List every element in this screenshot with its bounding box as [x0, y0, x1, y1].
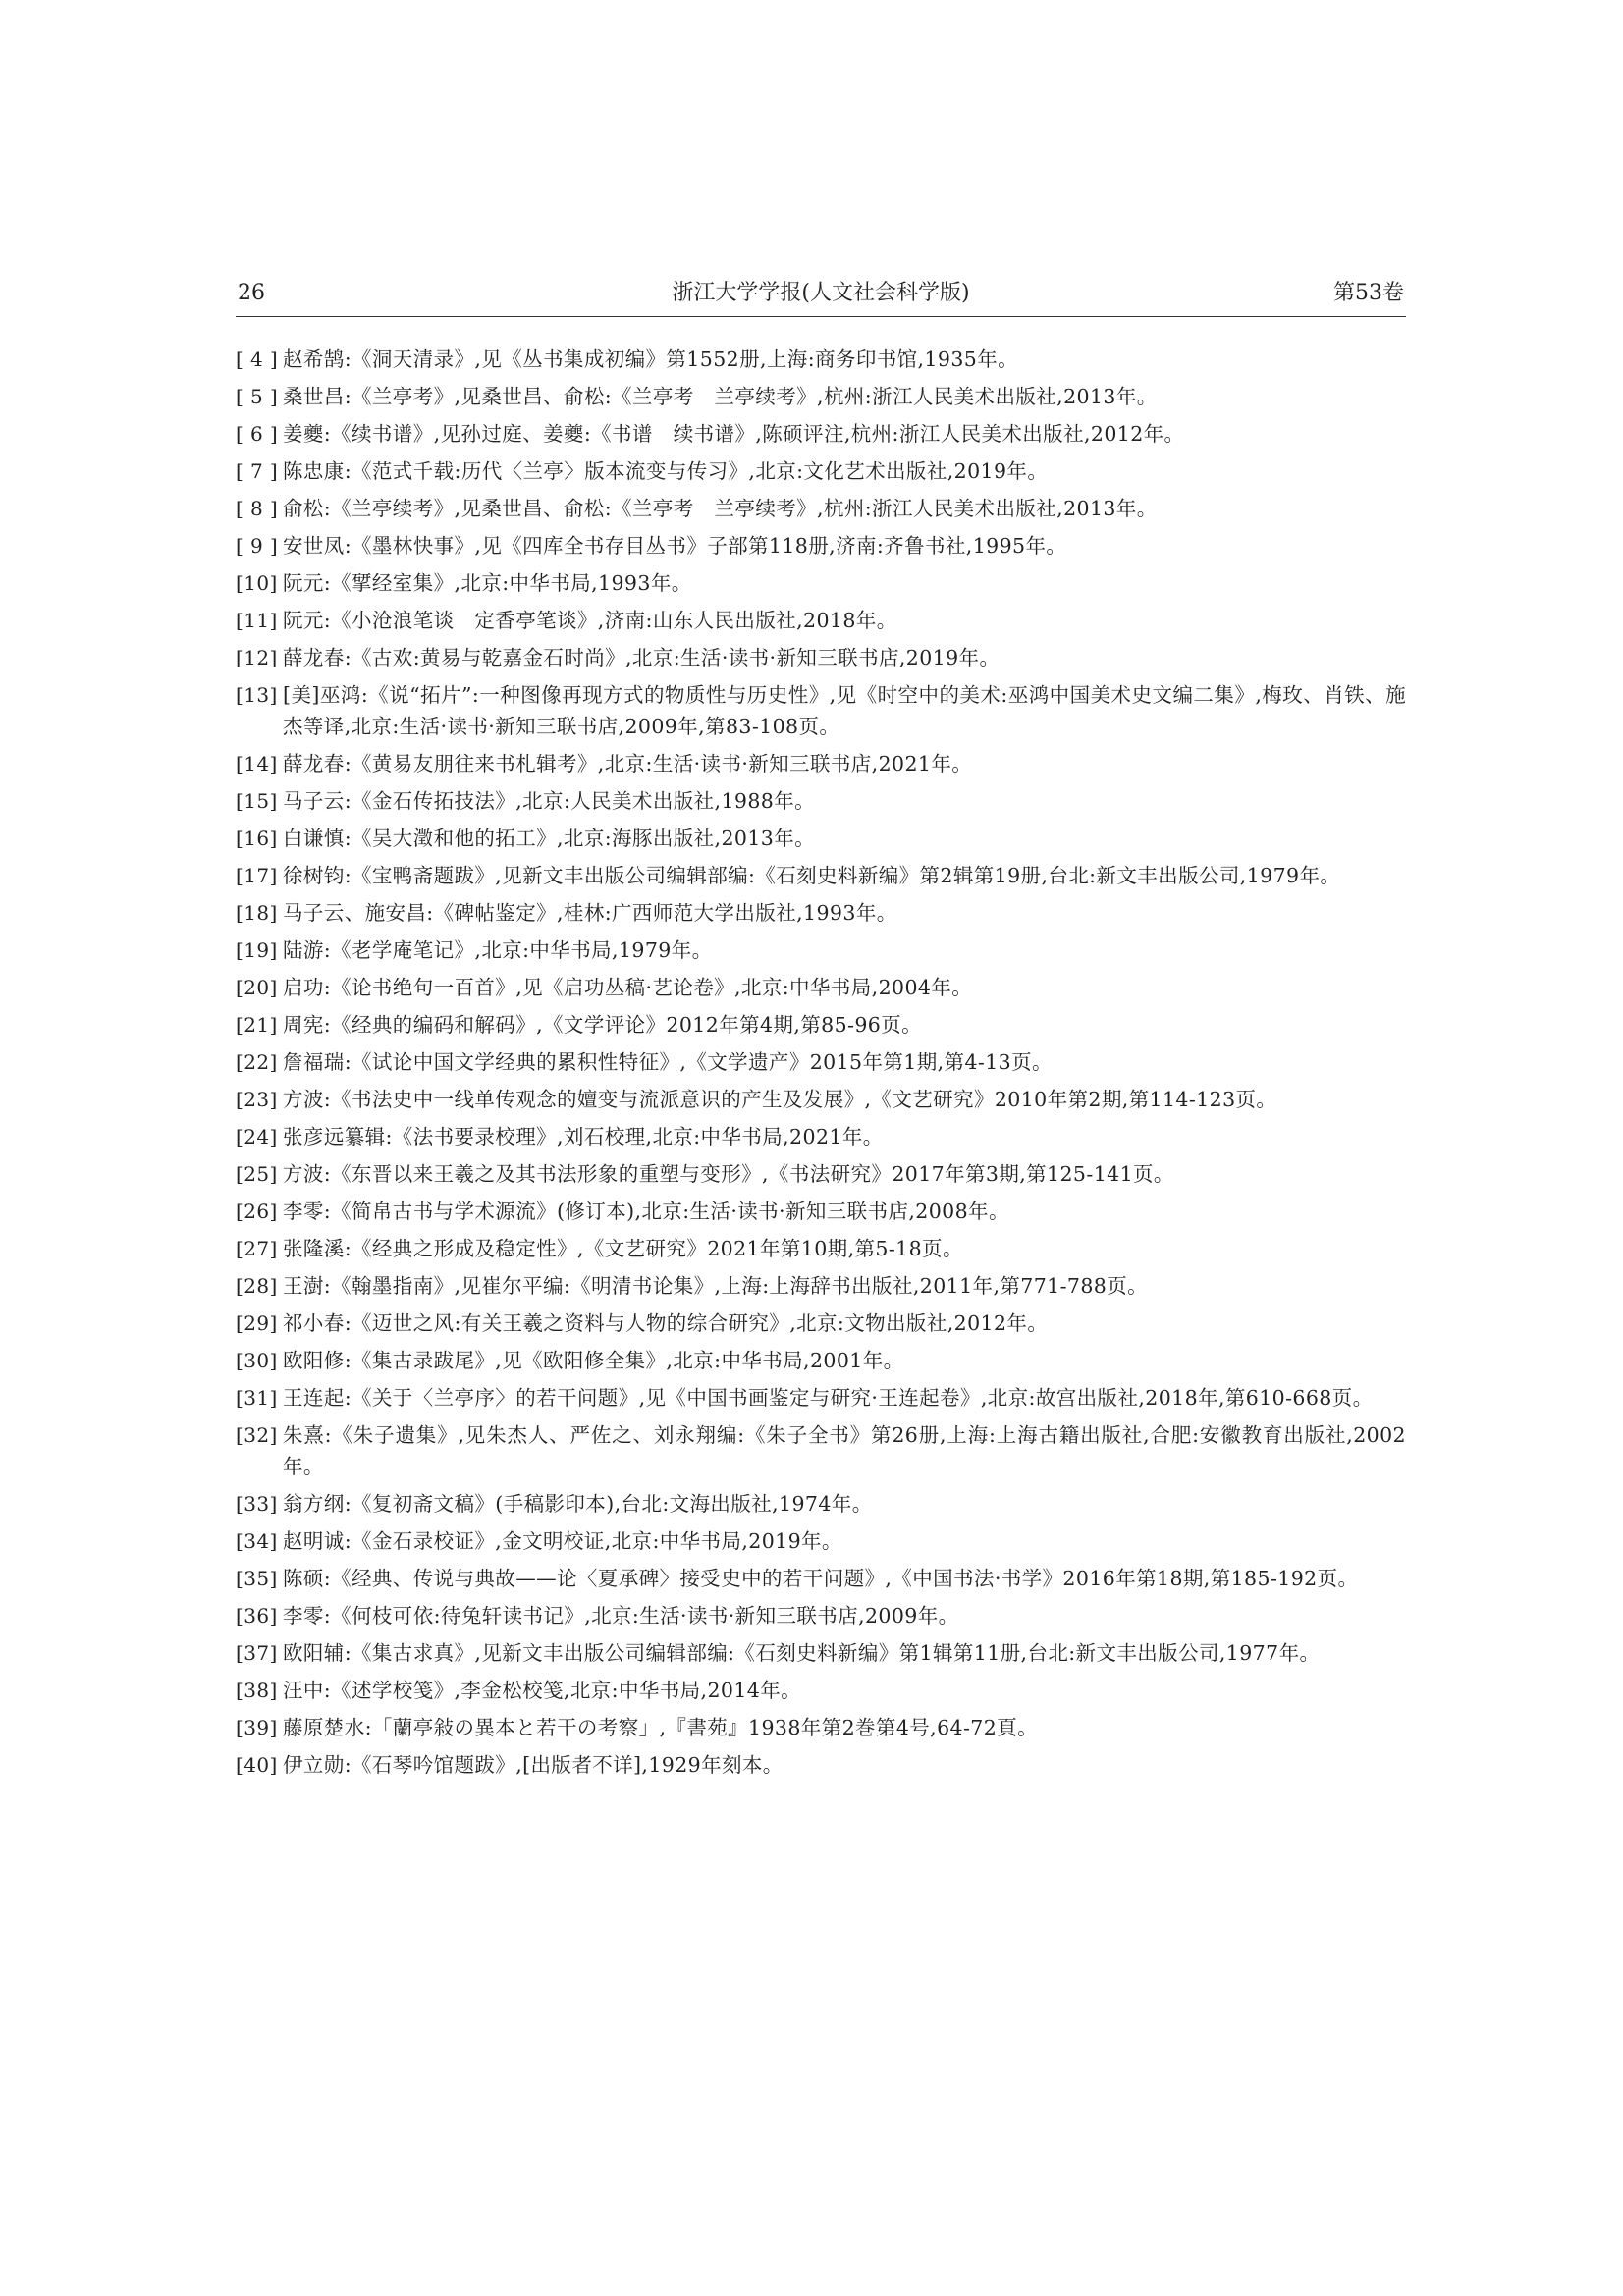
reference-number: [34]	[236, 1529, 278, 1553]
reference-item	[236, 860, 1406, 891]
reference-number: [18]	[236, 901, 278, 925]
reference-text: 马子云、施安昌:《碑帖鉴定》,桂林:广西师范大学出版社,1993年。	[283, 901, 897, 925]
reference-text: 白谦慎:《吴大澂和他的拓工》,北京:海豚出版社,2013年。	[283, 827, 816, 850]
reference-text: 祁小春:《迈世之风:有关王羲之资料与人物的综合研究》,北京:文物出版社,2012年。	[283, 1311, 1049, 1335]
reference-item	[236, 1675, 1406, 1706]
reference-number: [40]	[236, 1753, 278, 1777]
reference-text: 朱熹:《朱子遗集》,见朱杰人、严佐之、刘永翔编:《朱子全书》第26册,上海:上海古籍出版社,合肥:安徽教育出版社,2002年。	[283, 1423, 1406, 1478]
reference-item	[236, 1121, 1406, 1152]
reference-text: 姜夔:《续书谱》,见孙过庭、姜夔:《书谱 续书谱》,陈硕评注,杭州:浙江人民美术出版社,2012年。	[283, 422, 1185, 446]
reference-item	[236, 1712, 1406, 1743]
reference-item	[236, 1345, 1406, 1376]
reference-text: 王澍:《翰墨指南》,见崔尔平编:《明清书论集》,上海:上海辞书出版社,2011年,第771-788页。	[283, 1274, 1149, 1298]
reference-text: 伊立勋:《石琴吟馆题跋》,[出版者不详],1929年刻本。	[283, 1753, 784, 1777]
reference-item	[236, 418, 1406, 450]
page-number: 26	[238, 281, 265, 305]
reference-number: [39]	[236, 1716, 278, 1739]
reference-number: [28]	[236, 1274, 278, 1298]
reference-number: [29]	[236, 1311, 278, 1335]
reference-text: 王连起:《关于〈兰亭序〉的若干问题》,见《中国书画鉴定与研究·王连起卷》,北京:故宫出版社,2018年,第610-668页。	[283, 1386, 1374, 1410]
reference-item	[236, 381, 1406, 412]
reference-item	[236, 1046, 1406, 1078]
reference-item	[236, 493, 1406, 524]
reference-number: [22]	[236, 1050, 278, 1074]
reference-number: [27]	[236, 1237, 278, 1260]
reference-text: [美]巫鸿:《说“拓片”:一种图像再现方式的物质性与历史性》,见《时空中的美术:巫鸿中国美术史文编二集》,梅玫、肖铁、施杰等译,北京:生活·读书·新知三联书店,2009年,第83-108页。	[283, 683, 1406, 738]
reference-number: [13]	[236, 683, 278, 707]
reference-number: [15]	[236, 789, 278, 813]
reference-text: 薛龙春:《古欢:黄易与乾嘉金石时尚》,北京:生活·读书·新知三联书店,2019年。	[283, 646, 1001, 669]
reference-text: 阮元:《小沧浪笔谈 定香亭笔谈》,济南:山东人民出版社,2018年。	[283, 609, 897, 632]
reference-item	[236, 642, 1406, 673]
reference-number: [10]	[236, 571, 278, 595]
reference-text: 薛龙春:《黄易友朋往来书札辑考》,北京:生活·读书·新知三联书店,2021年。	[283, 752, 973, 775]
reference-number: [36]	[236, 1604, 278, 1628]
reference-number: [24]	[236, 1125, 278, 1148]
reference-number: [ 8 ]	[236, 497, 279, 520]
reference-item	[236, 748, 1406, 779]
reference-number: [32]	[236, 1423, 278, 1447]
reference-number: [35]	[236, 1567, 278, 1590]
reference-item	[236, 1563, 1406, 1594]
reference-item	[236, 530, 1406, 561]
reference-number: [25]	[236, 1162, 278, 1186]
reference-text: 桑世昌:《兰亭考》,见桑世昌、俞松:《兰亭考 兰亭续考》,杭州:浙江人民美术出版社,2013年。	[283, 385, 1158, 408]
reference-item	[236, 1308, 1406, 1339]
reference-item	[236, 1084, 1406, 1115]
journal-title: 浙江大学学报(人文社会科学版)	[672, 281, 970, 305]
reference-text: 翁方纲:《复初斋文稿》(手稿影印本),台北:文海出版社,1974年。	[283, 1492, 873, 1516]
reference-text: 马子云:《金石传拓技法》,北京:人民美术出版社,1988年。	[283, 789, 816, 813]
reference-number: [17]	[236, 864, 278, 887]
running-header	[236, 277, 1406, 317]
reference-text: 汪中:《述学校笺》,李金松校笺,北京:中华书局,2014年。	[283, 1679, 802, 1702]
reference-item	[236, 1488, 1406, 1520]
reference-number: [37]	[236, 1641, 278, 1665]
reference-number: [ 4 ]	[236, 347, 279, 371]
reference-text: 陈忠康:《范式千载:历代〈兰亭〉版本流变与传习》,北京:文化艺术出版社,2019年。	[283, 459, 1049, 483]
reference-number: [ 7 ]	[236, 459, 279, 483]
volume-label: 第53卷	[1333, 281, 1404, 305]
reference-item	[236, 605, 1406, 636]
reference-number: [30]	[236, 1349, 278, 1372]
reference-text: 藤原楚水:「蘭亭敍の異本と若干の考察」,『書苑』1938年第2巻第4号,64-72頁。	[283, 1716, 1038, 1739]
reference-number: [14]	[236, 752, 278, 775]
reference-text: 欧阳辅:《集古求真》,见新文丰出版公司编辑部编:《石刻史料新编》第1辑第11册,台北:新文丰出版公司,1977年。	[283, 1641, 1321, 1665]
reference-item	[236, 1637, 1406, 1669]
reference-text: 俞松:《兰亭续考》,见桑世昌、俞松:《兰亭考 兰亭续考》,杭州:浙江人民美术出版社,2013年。	[283, 497, 1158, 520]
reference-item	[236, 1158, 1406, 1190]
reference-text: 方波:《书法史中一线单传观念的嬗变与流派意识的产生及发展》,《文艺研究》2010年第2期,第114-123页。	[283, 1088, 1277, 1111]
reference-text: 陈硕:《经典、传说与典故——论〈夏承碑〉接受史中的若干问题》,《中国书法·书学》2016年第18期,第185-192页。	[283, 1567, 1359, 1590]
reference-number: [26]	[236, 1200, 278, 1223]
reference-text: 张隆溪:《经典之形成及稳定性》,《文艺研究》2021年第10期,第5-18页。	[283, 1237, 963, 1260]
reference-number: [38]	[236, 1679, 278, 1702]
reference-item	[236, 1382, 1406, 1414]
reference-number: [23]	[236, 1088, 278, 1111]
reference-text: 张彦远纂辑:《法书要录校理》,刘石校理,北京:中华书局,2021年。	[283, 1125, 884, 1148]
reference-item	[236, 1196, 1406, 1227]
reference-number: [33]	[236, 1492, 278, 1516]
reference-number: [11]	[236, 609, 278, 632]
reference-item	[236, 455, 1406, 487]
reference-text: 方波:《东晋以来王羲之及其书法形象的重塑与变形》,《书法研究》2017年第3期,第125-141页。	[283, 1162, 1174, 1186]
reference-item	[236, 972, 1406, 1003]
reference-number: [ 9 ]	[236, 534, 279, 558]
reference-text: 李零:《简帛古书与学术源流》(修订本),北京:生活·读书·新知三联书店,2008年。	[283, 1200, 1009, 1223]
reference-text: 阮元:《揅经室集》,北京:中华书局,1993年。	[283, 571, 692, 595]
reference-item	[236, 897, 1406, 929]
reference-number: [ 6 ]	[236, 422, 279, 446]
reference-item	[236, 1600, 1406, 1631]
reference-item	[236, 344, 1406, 375]
reference-item	[236, 1749, 1406, 1781]
reference-item	[236, 1270, 1406, 1302]
reference-number: [31]	[236, 1386, 278, 1410]
reference-item	[236, 1233, 1406, 1264]
reference-number: [16]	[236, 827, 278, 850]
reference-text: 李零:《何枝可依:待兔轩读书记》,北京:生活·读书·新知三联书店,2009年。	[283, 1604, 959, 1628]
reference-number: [21]	[236, 1013, 278, 1037]
reference-text: 启功:《论书绝句一百首》,见《启功丛稿·艺论卷》,北京:中华书局,2004年。	[283, 976, 973, 999]
reference-number: [19]	[236, 938, 278, 962]
reference-item	[236, 823, 1406, 854]
reference-item	[236, 785, 1406, 817]
reference-list	[236, 344, 1406, 1787]
reference-item	[236, 567, 1406, 599]
reference-number: [ 5 ]	[236, 385, 279, 408]
reference-text: 赵明诚:《金石录校证》,金文明校证,北京:中华书局,2019年。	[283, 1529, 842, 1553]
reference-text: 詹福瑞:《试论中国文学经典的累积性特征》,《文学遗产》2015年第1期,第4-13页。	[283, 1050, 1053, 1074]
reference-number: [12]	[236, 646, 278, 669]
reference-item	[236, 1419, 1406, 1482]
reference-item	[236, 679, 1406, 742]
reference-item	[236, 1525, 1406, 1557]
reference-text: 徐树钧:《宝鸭斋题跋》,见新文丰出版公司编辑部编:《石刻史料新编》第2辑第19册,台北:新文丰出版公司,1979年。	[283, 864, 1341, 887]
reference-item	[236, 1009, 1406, 1041]
reference-text: 安世凤:《墨林快事》,见《四库全书存目丛书》子部第118册,济南:齐鲁书社,1995年。	[283, 534, 1067, 558]
reference-number: [20]	[236, 976, 278, 999]
reference-text: 欧阳修:《集古录跋尾》,见《欧阳修全集》,北京:中华书局,2001年。	[283, 1349, 904, 1372]
reference-text: 陆游:《老学庵笔记》,北京:中华书局,1979年。	[283, 938, 713, 962]
reference-text: 周宪:《经典的编码和解码》,《文学评论》2012年第4期,第85-96页。	[283, 1013, 923, 1037]
reference-text: 赵希鹄:《洞天清录》,见《丛书集成初编》第1552册,上海:商务印书馆,1935年。	[283, 347, 1019, 371]
reference-item	[236, 934, 1406, 966]
